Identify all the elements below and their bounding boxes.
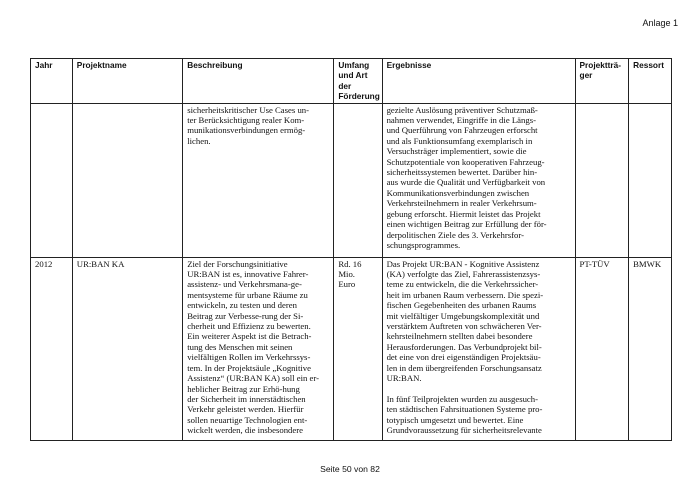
cell-jahr: [31, 103, 73, 257]
cell-ergebnisse: Das Projekt UR:BAN - Kognitive Assistenz (KA) verfolgte das Ziel, Fahrerassistenzsys- teme zu entwickeln, die die Verkehrssicher- heit im urbanen Raum verbessern. Die spezi- fischen Gegebenheiten des urbanen Raums mit vielfältiger Umgebungskomplexität und verstärktem Auftreten von schwächeren Ver- kehrsteilnehmern stellten dabei besondere Herausforderungen. Das Verbundprojekt bil- det eine von drei eigenständigen Projektsäu- len in dem übergreifenden Forschungsansatz UR:BAN. In fünf Teilprojekten wurden zu ausgesuch- ten städtischen Fahrsituationen Systeme pro- totypisch umgesetzt und bewertet. Eine Grundvoraussetzung für sicherheitsrelevante: [382, 257, 575, 440]
col-header-projekttraeger: Projektträ- ger: [575, 59, 629, 104]
project-table: [30, 58, 672, 441]
cell-ressort: [629, 103, 672, 257]
annex-label: Anlage 1: [642, 18, 678, 28]
cell-projektname: [72, 103, 182, 257]
col-header-jahr: Jahr: [31, 59, 73, 104]
cell-beschreibung: Ziel der Forschungsinitiative UR:BAN ist es, innovative Fahrer- assistenz- und Verkehrsmana-ge- mentsysteme für urbane Räume zu entwickeln, zu testen und deren Beitrag zur Verbesse-rung der Si- cherheit und Effizienz zu bewerten. Ein weiterer Aspekt ist die Betrach- tung des Menschen mit seinen vielfältigen Rollen im Verkehrssys- tem. In der Projektsäule „Kognitive Assistenz“ (UR:BAN KA) soll ein er- heblicher Beitrag zur Erhö-hung der Sicherheit im innerstädtischen Verkehr geleistet werden. Hierfür sollen neuartige Technologien ent- wickelt werden, die insbesondere: [183, 257, 334, 440]
cell-projekttraeger: PT-TÜV: [575, 257, 629, 440]
cell-ergebnisse: gezielte Auslösung präventiver Schutzmaß- nahmen verwendet, Eingriffe in die Längs- und Querführung von Fahrzeugen erforscht und als Funktionsumfang exemplarisch in Versuchsträger implementiert, sowie die Schutzpotentiale von kooperativen Fahrzeug- sicherheitssystemen bewertet. Darüber hin- aus wurde die Qualität und Verfügbarkeit von Kommunikationsverbindungen zwischen Verkehrsteilnehmern in realer Verkehrsum- gebung erforscht. Hiermit leistet das Projekt einen wichtigen Beitrag zur Erfüllung der för- derpolitischen Ziele des 3. Verkehrsfor- schungsprogrammes.: [382, 103, 575, 257]
cell-umfang: Rd. 16 Mio. Euro: [334, 257, 382, 440]
table-row: [31, 103, 672, 257]
col-header-beschreibung: Beschreibung: [183, 59, 334, 104]
table-row: [31, 257, 672, 440]
cell-beschreibung: sicherheitskritischer Use Cases un- ter Berücksichtigung realer Kom- munikationsverbindungen ermög- lichen.: [183, 103, 334, 257]
page-number: Seite 50 von 82: [320, 464, 380, 474]
col-header-umfang: Umfang und Art der Förderung: [334, 59, 382, 104]
table-header-row: [31, 59, 672, 104]
col-header-projektname: Projektname: [72, 59, 182, 104]
cell-jahr: 2012: [31, 257, 73, 440]
cell-projekttraeger: [575, 103, 629, 257]
col-header-ergebnisse: Ergebnisse: [382, 59, 575, 104]
cell-projektname: UR:BAN KA: [72, 257, 182, 440]
col-header-ressort: Ressort: [629, 59, 672, 104]
cell-umfang: [334, 103, 382, 257]
cell-ressort: BMWK: [629, 257, 672, 440]
